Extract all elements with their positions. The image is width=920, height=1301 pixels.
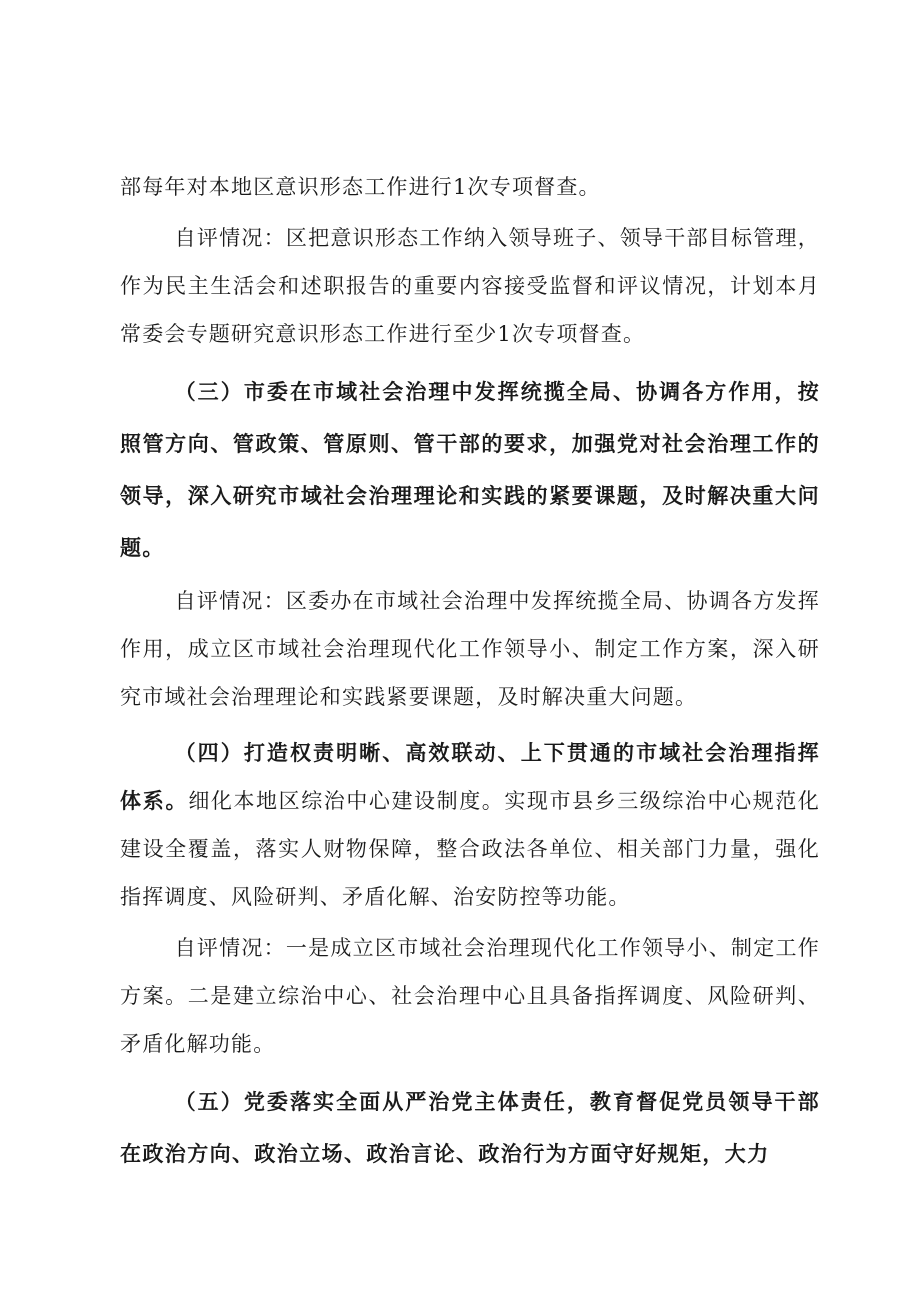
paragraph-text: 自评情况：区把意识形态工作纳入领导班子、领导干部目标管理，作为民主生活会和述职报告的重要内容接受监督和评议情况，计划本月常委会专题研究意识形态工作进行至少1次专项督查。	[120, 226, 820, 346]
section-heading-5	[120, 1076, 820, 1180]
paragraph-self-assessment-1	[120, 214, 820, 358]
paragraph-text: 部每年对本地区意识形态工作进行1次专项督查。	[120, 175, 601, 199]
paragraph-supervision-continued	[120, 163, 820, 211]
section-heading-text: （四）打造权责明晰、高效联动、上下贯通的市域社会治理指挥体系。	[120, 741, 820, 813]
paragraph-self-assessment-3	[120, 924, 820, 1068]
section-heading-4	[120, 729, 820, 921]
paragraph-text: 自评情况：一是成立区市域社会治理现代化工作领导小、制定工作方案。二是建立综治中心、社会治理中心且具备指挥调度、风险研判、矛盾化解功能。	[120, 936, 820, 1056]
section-body-text: 细化本地区综治中心建设制度。实现市县乡三级综治中心规范化建设全覆盖，落实人财物保障，整合政法各单位、相关部门力量，强化指挥调度、风险研判、矛盾化解、治安防控等功能。	[120, 789, 820, 909]
section-heading-text: （五）党委落实全面从严治党主体责任，教育督促党员领导干部在政治方向、政治立场、政治言论、政治行为方面守好规矩，大力	[120, 1090, 820, 1166]
paragraph-self-assessment-2	[120, 577, 820, 721]
section-heading-3	[120, 366, 820, 574]
paragraph-text: 自评情况：区委办在市域社会治理中发挥统揽全局、协调各方发挥作用，成立区市域社会治理现代化工作领导小、制定工作方案，深入研究市域社会治理理论和实践紧要课题，及时解决重大问题。	[120, 589, 820, 709]
document-body	[120, 163, 820, 1180]
section-heading-text: （三）市委在市域社会治理中发挥统揽全局、协调各方作用，按照管方向、管政策、管原则、管干部的要求，加强党对社会治理工作的领导，深入研究市域社会治理理论和实践的紧要课题，及时解决重大问题。	[120, 380, 820, 560]
